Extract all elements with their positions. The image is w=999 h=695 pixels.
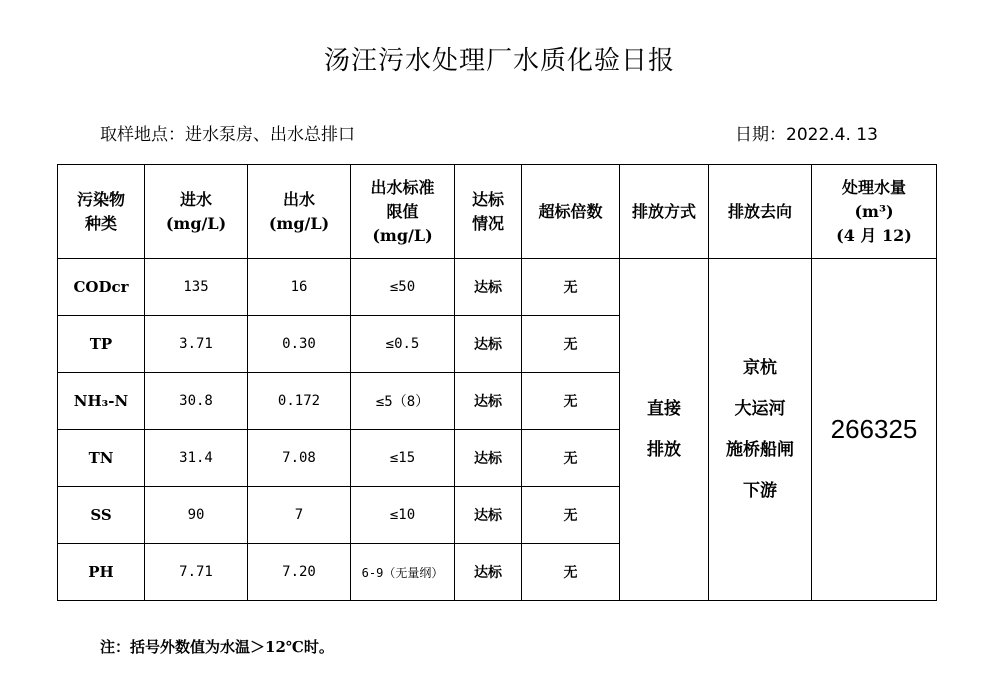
report-title: 汤汪污水处理厂水质化验日报 (323, 46, 675, 76)
footnote: 注：括号外数值为水温＞12℃时。 (100, 638, 334, 656)
water-quality-table (57, 164, 937, 601)
header-discharge-method: 排放方式 (620, 165, 709, 259)
influent-cell: 135 (145, 259, 248, 316)
header-pollutant: 污染物 种类 (58, 165, 145, 259)
compliance-cell: 达标 (455, 373, 522, 430)
exceed-cell: 无 (522, 544, 620, 601)
compliance-cell: 达标 (455, 316, 522, 373)
effluent-cell: 7.20 (248, 544, 351, 601)
compliance-cell: 达标 (455, 430, 522, 487)
header-effluent: 出水 (mg/L) (248, 165, 351, 259)
effluent-cell: 7 (248, 487, 351, 544)
effluent-cell: 7.08 (248, 430, 351, 487)
effluent-cell: 0.30 (248, 316, 351, 373)
header-volume: 处理水量 (m³) (4 月 12) (812, 165, 937, 259)
pollutant-cell: TP (58, 316, 145, 373)
limit-cell: ≤15 (351, 430, 455, 487)
limit-cell: ≤10 (351, 487, 455, 544)
compliance-cell: 达标 (455, 487, 522, 544)
pollutant-cell: NH₃-N (58, 373, 145, 430)
influent-cell: 7.71 (145, 544, 248, 601)
limit-cell: ≤0.5 (351, 316, 455, 373)
limit-cell: ≤50 (351, 259, 455, 316)
header-discharge-destination: 排放去向 (709, 165, 812, 259)
header-influent: 进水 (mg/L) (145, 165, 248, 259)
exceed-cell: 无 (522, 487, 620, 544)
header-limit: 出水标准 限值 (mg/L) (351, 165, 455, 259)
pollutant-cell: CODcr (58, 259, 145, 316)
header-exceed-multiple: 超标倍数 (522, 165, 620, 259)
pollutant-cell: SS (58, 487, 145, 544)
sampling-location: 取样地点：进水泵房、出水总排口 (100, 125, 355, 145)
effluent-cell: 16 (248, 259, 351, 316)
compliance-cell: 达标 (455, 544, 522, 601)
compliance-cell: 达标 (455, 259, 522, 316)
exceed-cell: 无 (522, 430, 620, 487)
pollutant-cell: TN (58, 430, 145, 487)
limit-cell: 6-9（无量纲） (351, 544, 455, 601)
exceed-cell: 无 (522, 316, 620, 373)
effluent-cell: 0.172 (248, 373, 351, 430)
treated-volume-cell: 266325 (812, 259, 937, 601)
header-compliance: 达标 情况 (455, 165, 522, 259)
discharge-destination-cell: 京杭 大运河 施桥船闸 下游 (709, 259, 812, 601)
influent-cell: 30.8 (145, 373, 248, 430)
exceed-cell: 无 (522, 373, 620, 430)
exceed-cell: 无 (522, 259, 620, 316)
influent-cell: 31.4 (145, 430, 248, 487)
limit-cell: ≤5（8） (351, 373, 455, 430)
influent-cell: 3.71 (145, 316, 248, 373)
report-date: 日期：2022.4. 13 (735, 125, 878, 145)
table-row (58, 259, 937, 316)
influent-cell: 90 (145, 487, 248, 544)
discharge-method-cell: 直接 排放 (620, 259, 709, 601)
pollutant-cell: PH (58, 544, 145, 601)
header-row (58, 165, 937, 259)
